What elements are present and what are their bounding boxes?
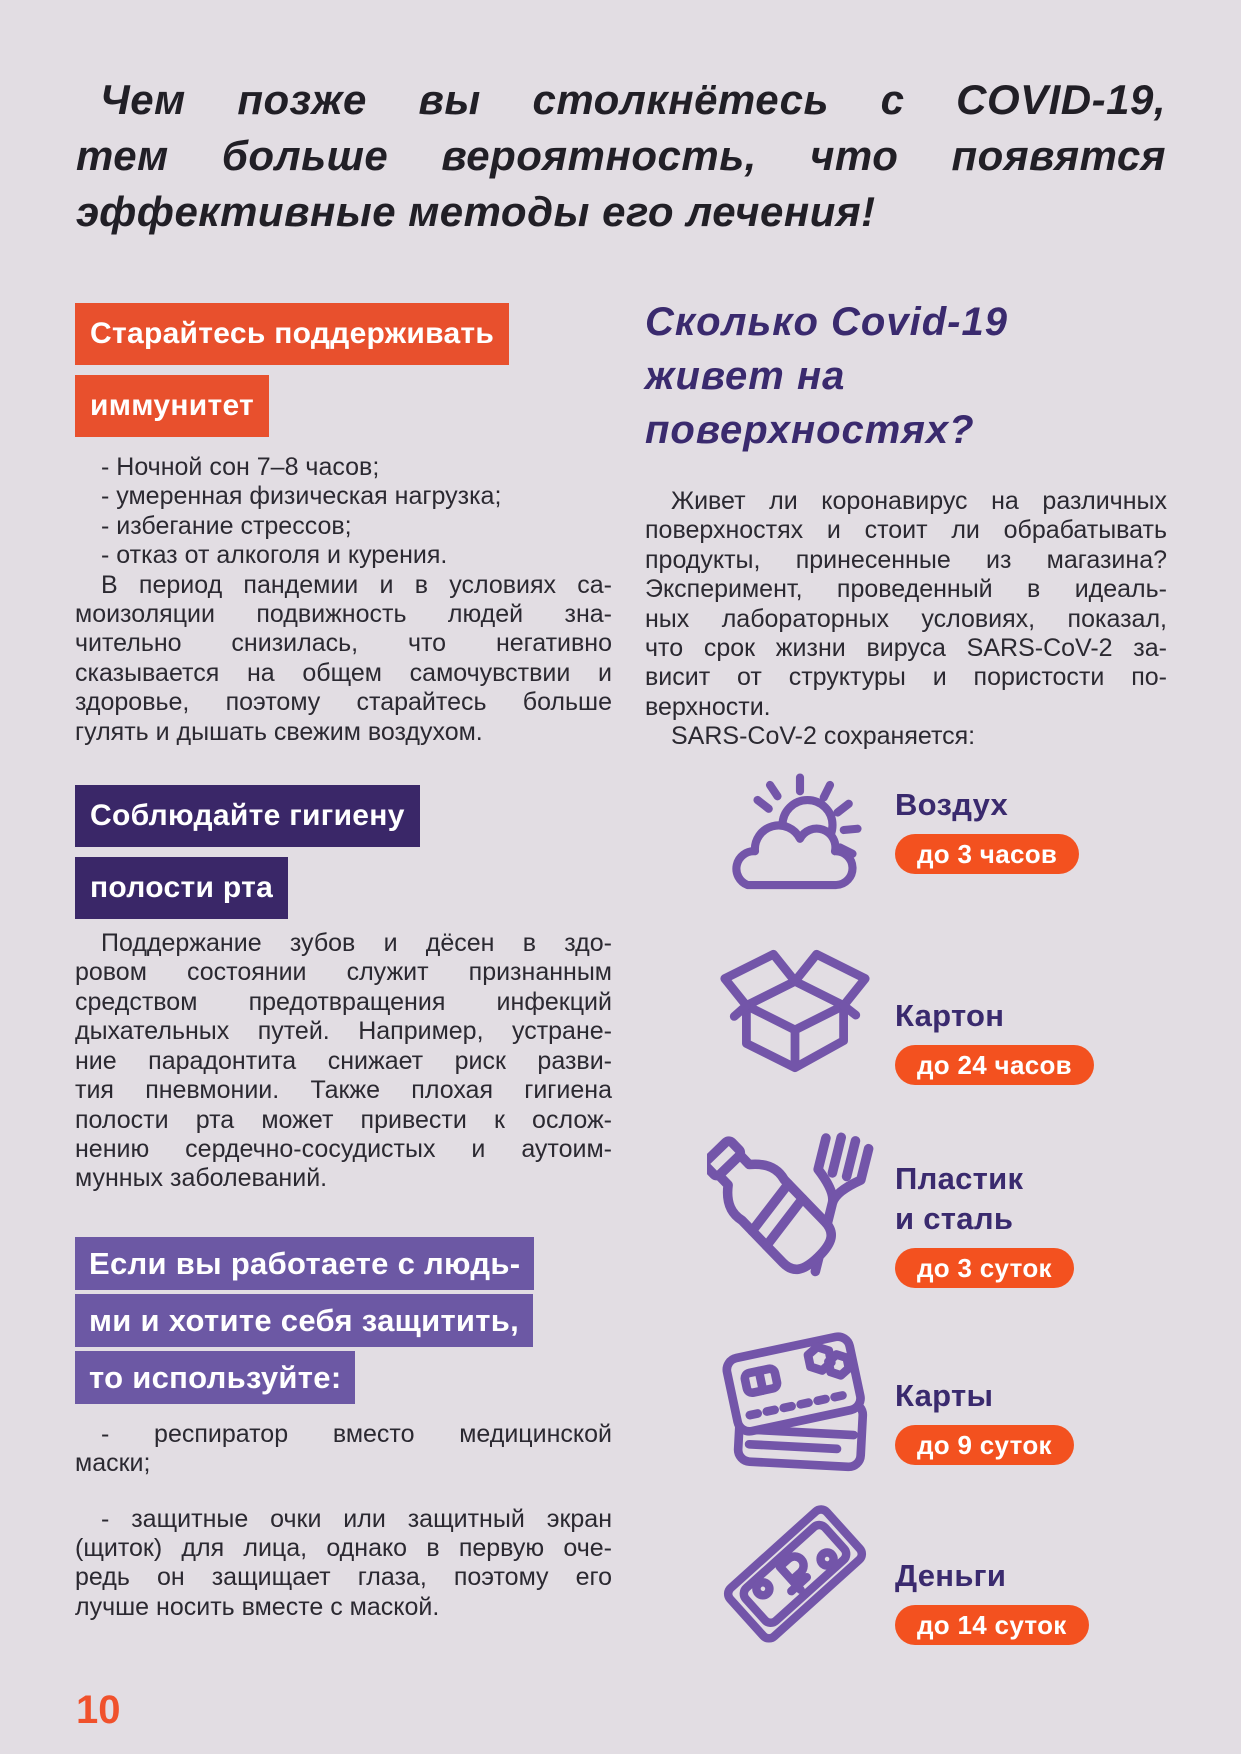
surface-label: Пластик и сталь xyxy=(895,1161,1024,1236)
surfaces-heading: Сколько Covid-19 живет на поверхностях? xyxy=(645,300,1008,452)
immunity-heading: Старайтесь поддерживать иммунитет xyxy=(75,303,612,437)
surface-row-plastic-steel xyxy=(645,1118,1205,1294)
left-column xyxy=(75,303,612,1622)
respirator-bullet: - респиратор вместо медицинской маски; xyxy=(75,1419,612,1478)
duration-badge: до 9 суток xyxy=(895,1425,1074,1465)
oral-hygiene-paragraph: Поддержание зубов и дёсен в здо- ровом состоянии служит признанным средством предотвращения инфекций дыхательных путей. Например, устране- ние парадонтита снижает риск разви- тия пневмонии. Также плохая гигиена полости рта может привести к ослож- нению сердечно-сосудистых и аутоим- мунных заболеваний. xyxy=(75,929,612,1193)
immunity-paragraph: В период пандемии и в условиях са- моизоляции подвижность людей зна- чительно снизилась, что негативно сказывается на общем самочувствии и здоровье, поэтому старайтесь больше гулять и дышать свежим воздухом. xyxy=(75,570,612,746)
surface-row-money xyxy=(645,1492,1205,1648)
cardboard-box-icon xyxy=(714,930,876,1092)
surface-label: Картон xyxy=(895,998,1005,1033)
section-oral-hygiene xyxy=(75,785,612,1194)
page-number: 10 xyxy=(76,1688,121,1732)
duration-badge: до 3 часов xyxy=(895,834,1079,874)
surface-label: Карты xyxy=(895,1378,994,1413)
sars-persists-label: SARS-CoV-2 сохраняется: xyxy=(671,722,976,751)
surfaces-paragraph: Живет ли коронавирус на различных поверхностях и стоит ли обрабатывать продукты, принесенные из магазина? Эксперимент, проведенный в идеаль- ных лабораторных условиях, показал, что срок жизни вируса SARS-CoV-2 за- висит от структуры и пористости по- верхности. xyxy=(645,487,1167,721)
credit-cards-icon xyxy=(715,1320,875,1480)
immunity-bullet-list: - Ночной сон 7–8 часов; - умеренная физическая нагрузка; - избегание стрессов; - отказ от алкоголя и курения. xyxy=(101,453,502,570)
right-column xyxy=(645,295,1167,752)
plastic-steel-icon xyxy=(707,1118,883,1294)
section-immunity xyxy=(75,303,612,747)
section-work-protection xyxy=(75,1237,612,1622)
air-icon xyxy=(720,770,870,920)
work-protection-heading: Если вы работаете с людь- ми и хотите себя защитить, то используйте: xyxy=(75,1237,612,1404)
surface-row-cardboard xyxy=(645,930,1205,1092)
surface-label: Воздух xyxy=(895,787,1009,822)
surface-row-air xyxy=(645,770,1205,920)
duration-badge: до 24 часов xyxy=(895,1045,1094,1085)
duration-badge: до 14 суток xyxy=(895,1605,1089,1645)
duration-badge: до 3 суток xyxy=(895,1248,1074,1288)
goggles-bullet: - защитные очки или защитный экран (щиток) для лица, однако в первую оче- редь он защищает глаза, поэтому его лучше носить вместе с маской. xyxy=(75,1504,612,1621)
oral-hygiene-heading: Соблюдайте гигиену полости рта xyxy=(75,785,612,919)
page-title: Чем позже вы столкнётесь с COVID-19, тем больше вероятность, что появятся эффективные методы его лечения! xyxy=(76,76,1166,235)
surface-label: Деньги xyxy=(895,1558,1007,1593)
money-icon xyxy=(717,1492,873,1648)
surface-row-cards xyxy=(645,1320,1205,1480)
